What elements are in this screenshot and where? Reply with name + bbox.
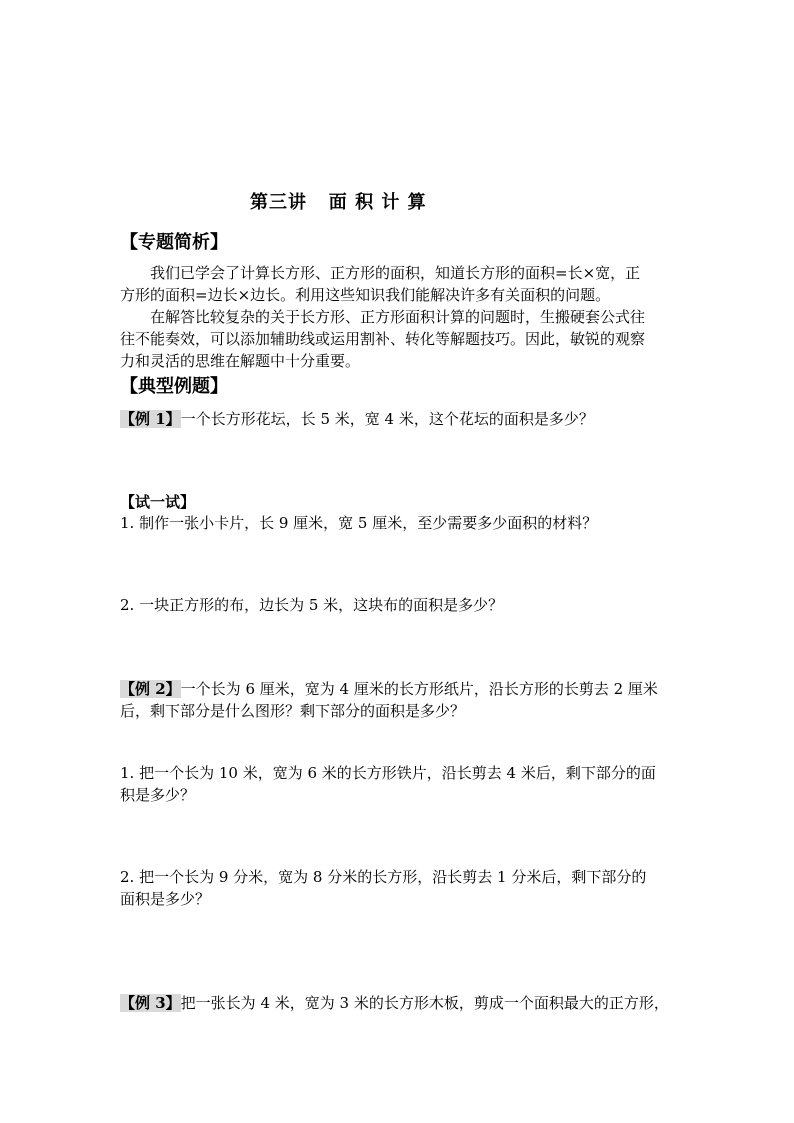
try-item-1: 1. 制作一张小卡片，长 9 厘米，宽 5 厘米，至少需要多少面积的材料？	[120, 514, 598, 532]
section-heading-examples: 【典型例题】	[120, 376, 228, 397]
example-tag: 【例 3】	[120, 994, 181, 1012]
intro-line: 方形的面积=边长×边长。利用这些知识我们能解决许多有关面积的问题。	[120, 286, 611, 304]
intro-line: 往不能奏效，可以添加辅助线或运用割补、转化等解题技巧。因此，敏锐的观察	[120, 330, 646, 348]
page-title: 第三讲 面 积 计 算	[250, 192, 427, 213]
example-2	[120, 678, 680, 722]
example-text: 把一张长为 4 米，宽为 3 米的长方形木板，剪成一个面积最大的正方形，	[180, 994, 669, 1012]
example-text: 一个长方形花坛，长 5 米，宽 4 米，这个花坛的面积是多少？	[180, 410, 594, 428]
intro-paragraph	[120, 262, 680, 372]
intro-line: 力和灵活的思维在解题中十分重要。	[120, 352, 361, 370]
exercise-line: 面积是多少？	[120, 890, 211, 908]
example-line: 后，剩下部分是什么图形？剩下部分的面积是多少？	[120, 702, 466, 720]
example-2-try-1	[120, 762, 680, 806]
example-text: 一个长为 6 厘米，宽为 4 厘米的长方形纸片，沿长方形的长剪去 2 厘米	[180, 680, 658, 698]
try-label: 【试一试】	[120, 493, 196, 511]
example-3	[120, 992, 680, 1014]
exercise-line: 积是多少？	[120, 786, 196, 804]
intro-line: 在解答比较复杂的关于长方形、正方形面积计算的问题时，生搬硬套公式往	[120, 308, 646, 326]
example-2-try-2	[120, 866, 680, 910]
example-tag: 【例 1】	[120, 410, 181, 428]
exercise-line: 1. 把一个长为 10 米，宽为 6 米的长方形铁片，沿长剪去 4 米后，剩下部分的面	[120, 764, 656, 782]
exercise-line: 2. 把一个长为 9 分米，宽为 8 分米的长方形，沿长剪去 1 分米后，剩下部分的	[120, 868, 647, 886]
section-heading-analysis: 【专题简析】	[120, 232, 228, 253]
try-item-2: 2. 一块正方形的布，边长为 5 米，这块布的面积是多少？	[120, 596, 504, 614]
example-tag: 【例 2】	[120, 680, 181, 698]
example-line	[120, 678, 680, 700]
example-1	[120, 408, 680, 430]
intro-line: 我们已学会了计算长方形、正方形的面积，知道长方形的面积=长×宽，正	[120, 264, 641, 282]
